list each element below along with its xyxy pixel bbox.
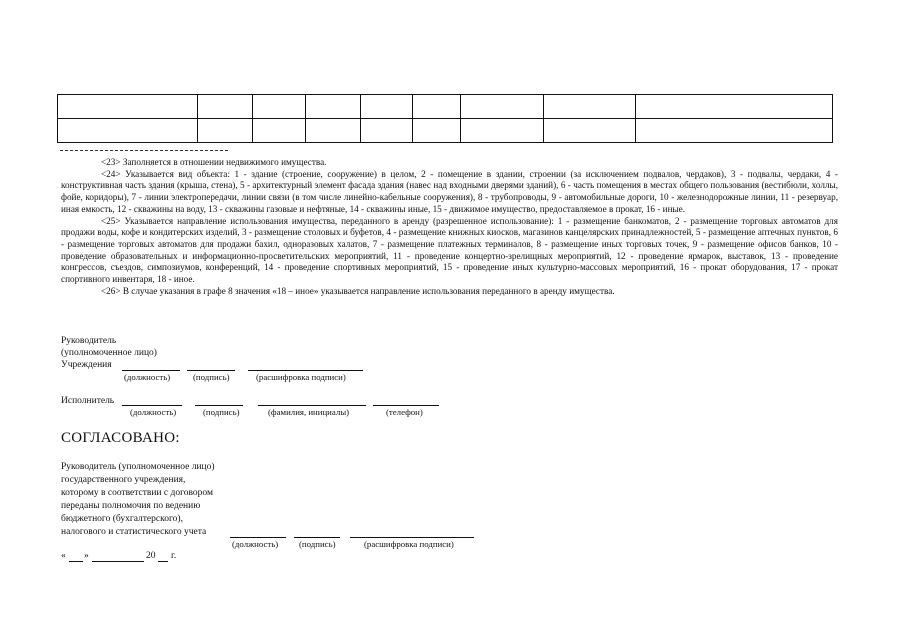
executor-position-caption: (должность) — [130, 407, 177, 417]
table-cell — [306, 119, 361, 143]
head-position-caption: (должность) — [124, 372, 171, 382]
executor-label: Исполнитель — [61, 396, 115, 406]
agreed-line-1: Руководитель (уполномоченное лицо) — [61, 462, 215, 472]
table-row — [58, 119, 833, 143]
head-decoding-caption: (расшифровка подписи) — [256, 372, 346, 382]
date-open-quote: « — [61, 551, 66, 561]
footnote-26: <26> В случае указания в графе 8 значения «18 – иное» указывается направление использования переданного в аренду имущества. — [101, 285, 615, 296]
agreed-line-2: государственного учреждения, — [61, 475, 186, 485]
table-cell — [198, 95, 253, 119]
date-year-prefix: 20 — [146, 551, 156, 561]
table-cell — [413, 95, 461, 119]
footnotes — [61, 157, 838, 297]
table-cell — [361, 95, 413, 119]
head-position-line — [122, 370, 180, 371]
footnote-separator — [60, 150, 228, 151]
data-table — [57, 94, 833, 143]
agreed-line-5: бюджетного (бухгалтерского), — [61, 514, 183, 524]
agreed-position-caption: (должность) — [232, 539, 279, 549]
table-cell — [198, 119, 253, 143]
executor-signature-caption: (подпись) — [203, 407, 240, 417]
agreed-line-3: которому в соответствии с договором — [61, 488, 213, 498]
executor-phone-line — [373, 405, 439, 406]
table-cell — [413, 119, 461, 143]
agreed-decoding-line — [350, 537, 474, 538]
table-cell — [636, 95, 833, 119]
agreed-decoding-caption: (расшифровка подписи) — [364, 539, 454, 549]
footnote-23: <23> Заполняется в отношении недвижимого имущества. — [101, 157, 327, 167]
date-day-line — [69, 561, 83, 562]
table-cell — [58, 119, 198, 143]
footnote-25: <25> Указывается направление использования имущества, переданного в аренду (разрешенное использование): 1 - размещение банкоматов, 2 - размещение торговых автоматов для продажи воды, кофе и кондитерских изделий, 3 - размещение столовых и буфетов, 4 - размещение книжных киосков, магазинов канцелярских принадлежностей, 5 - размещение аптечных пунктов, 6 - размещение торговых автоматов для продажи бахил, одноразовых халатов, 7 - размещение платежных терминалов, 8 - размещение иных торговых точек, 9 - размещение офисов банков, 10 - проведение образовательных и информационно-просветительских мероприятий, 11 - проведение концертно-зрелищных мероприятий, 12 - проведение ярмарок, выставок, 13 - проведение конгрессов, съездов, симпозиумов, конференций, 14 - проведение спортивных мероприятий, 15 - проведение иных культурно-массовых мероприятий, 16 - прокат оборудования, 17 - прокат спортивного инвентаря, 18 - иное. — [61, 215, 838, 285]
table-cell — [636, 119, 833, 143]
date-year-suffix: г. — [171, 551, 177, 561]
agreed-signature-line — [294, 537, 340, 538]
head-decoding-line — [248, 370, 363, 371]
table-row — [58, 95, 833, 119]
head-label-line2: (уполномоченное лицо) — [61, 348, 157, 358]
date-month-line — [92, 561, 144, 562]
head-signature-caption: (подпись) — [193, 372, 230, 382]
agreed-signature-caption: (подпись) — [299, 539, 336, 549]
table-cell — [461, 95, 544, 119]
table-cell — [58, 95, 198, 119]
head-label-line1: Руководитель — [61, 336, 117, 346]
table-cell — [361, 119, 413, 143]
footnote-24: <24> Указывается вид объекта: 1 - здание (строение, сооружение) в целом, 2 - помещение в здании, строении (за исключением подвалов, чердаков), 3 - подвалы, чердаки, 4 - конструктивная часть здания (крыша, стена), 5 - архитектурный элемент фасада здания (навес над входными дверями зданий), 6 - часть помещения в местах общего пользования (вестибюли, холлы, фойе, коридоры), 7 - линии электропередачи, линии связи (в том числе линейно-кабельные сооружения), 8 - трубопроводы, 9 - автомобильные дороги, 10 - железнодорожные линии, 11 - резервуар, иная емкость, 12 - скважины на воду, 13 - скважины газовые и нефтяные, 14 - скважины иные, 15 - движимое имущество, предоставляемое в прокат, 16 - иные. — [61, 168, 838, 214]
date-year-line — [158, 561, 168, 562]
head-signature-line — [187, 370, 235, 371]
executor-name-caption: (фамилия, инициалы) — [268, 407, 350, 417]
table-cell — [461, 119, 544, 143]
agreed-position-line — [230, 537, 286, 538]
table-cell — [544, 95, 636, 119]
executor-phone-caption: (телефон) — [386, 407, 423, 417]
table-cell — [306, 95, 361, 119]
agreed-line-6: налогового и статистического учета — [61, 527, 207, 537]
executor-position-line — [122, 405, 182, 406]
agreed-line-4: переданы полномочия по ведению — [61, 501, 201, 511]
table-cell — [544, 119, 636, 143]
agreed-title: СОГЛАСОВАНО: — [61, 430, 180, 446]
executor-name-line — [258, 405, 366, 406]
table-cell — [253, 119, 306, 143]
executor-signature-line — [195, 405, 243, 406]
date-close-quote: » — [84, 551, 89, 561]
head-label-line3: Учреждения — [61, 360, 112, 370]
table-cell — [253, 95, 306, 119]
